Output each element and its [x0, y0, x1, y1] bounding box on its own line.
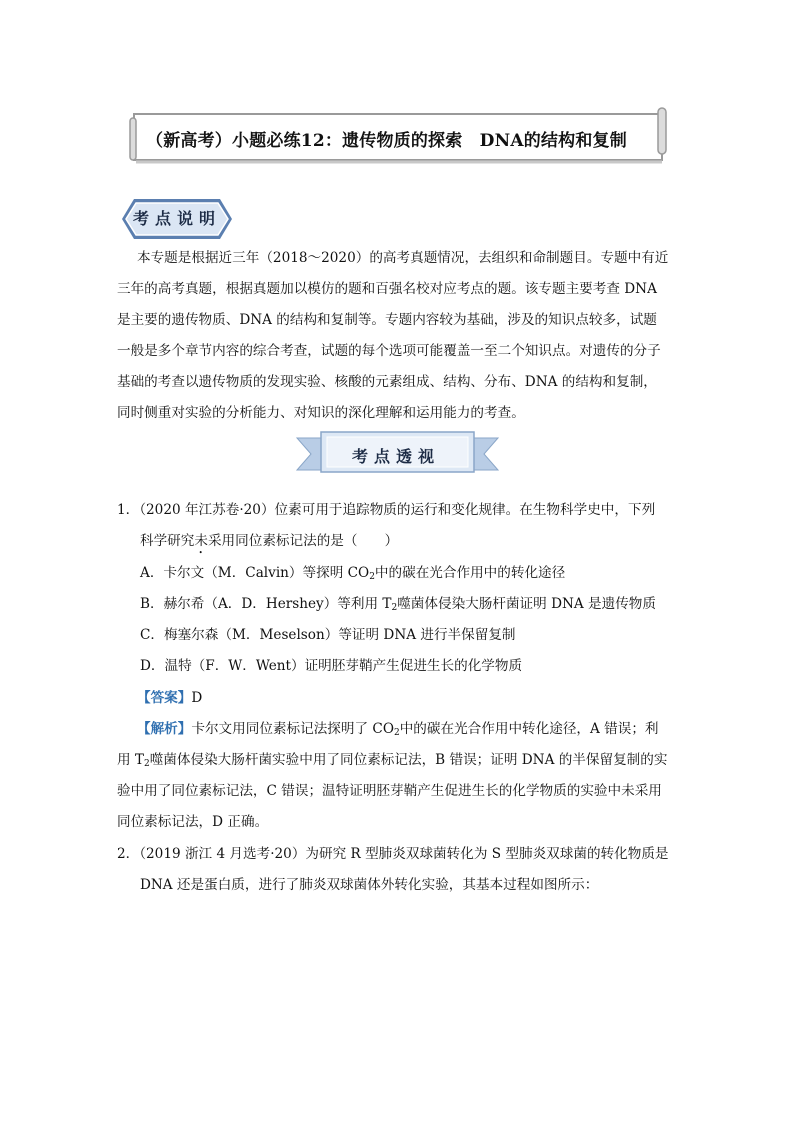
intro-line-5: 基础的考查以遗传物质的发现实验、核酸的元素组成、结构、分布、DNA 的结构和复制，	[117, 374, 657, 390]
section-badge-label: 考点说明	[132, 209, 221, 228]
intro-line-3: 是主要的遗传物质、DNA 的结构和复制等。专题内容较为基础，涉及的知识点较多，试题	[117, 312, 657, 328]
q1-option-b[interactable]: B．赫尔希（A．D．Hershey）等利用 $T_2$噬菌体侵染大肠杆菌证明 DNA 是遗传物质	[140, 596, 656, 613]
q1-analysis-line-4: 同位素标记法，D 正确。	[117, 814, 269, 830]
q2-stem-line-2: DNA 还是蛋白质，进行了肺炎双球菌体外转化实验，其基本过程如图所示：	[140, 877, 599, 893]
q1-emphasis-word: 未	[194, 533, 208, 549]
page-title: （新高考）小题必练12：遗传物质的探索 DNA的结构和复制	[146, 131, 627, 151]
q1-analysis-line-1: 【解析】卡尔文用同位素标记法探明了 $CO_2$中的碳在光合作用中转化途径，A 错误；利	[137, 721, 659, 738]
intro-line-6: 同时侧重对实验的分析能力、对知识的深化理解和运用能力的考查。	[117, 405, 525, 421]
q1-option-a[interactable]: A．卡尔文（M．Calvin）等探明 $CO_2$中的碳在光合作用中的转化途径	[140, 565, 566, 582]
intro-line-2: 三年的高考真题，根据真题加以模仿的题和百强名校对应考点的题。该专题主要考查 DNA	[117, 281, 657, 297]
intro-line-1: 本专题是根据近三年（2018～2020）的高考真题情况，去组织和命制题目。专题中有近	[137, 250, 669, 266]
q1-analysis-line-3: 验中用了同位素标记法，C 错误；温特证明胚芽鞘产生促进生长的化学物质的实验中未采用	[117, 783, 662, 799]
section-banner-label: 考点透视	[351, 447, 440, 466]
q1-answer: 【答案】D	[137, 690, 203, 706]
intro-line-4: 一般是多个章节内容的综合考查，试题的每个选项可能覆盖一至二个知识点。对遗传的分子	[117, 343, 661, 359]
q1-analysis-line-2: 用 $T_2$噬菌体侵染大肠杆菌实验中用了同位素标记法，B 错误；证明 DNA 的半保留复制的实	[117, 752, 668, 769]
answer-tag: 【答案】	[137, 690, 192, 706]
q2-stem-line-1: 2．（2019 浙江 4 月选考·20）为研究 R 型肺炎双球菌转化为 S 型肺炎双球菌的转化物质是	[117, 846, 669, 862]
q1-option-c[interactable]: C．梅塞尔森（M．Meselson）等证明 DNA 进行半保留复制	[140, 627, 516, 643]
q1-option-d[interactable]: D．温特（F．W．Went）证明胚芽鞘产生促进生长的化学物质	[140, 658, 523, 674]
q1-stem-line-2: 科学研究未采用同位素标记法的是（ ）	[140, 533, 399, 549]
analysis-tag: 【解析】	[137, 721, 192, 737]
q1-stem-line-1: 1．（2020 年江苏卷·20）位素可用于追踪物质的运行和变化规律。在生物科学史中，下列	[117, 502, 656, 518]
